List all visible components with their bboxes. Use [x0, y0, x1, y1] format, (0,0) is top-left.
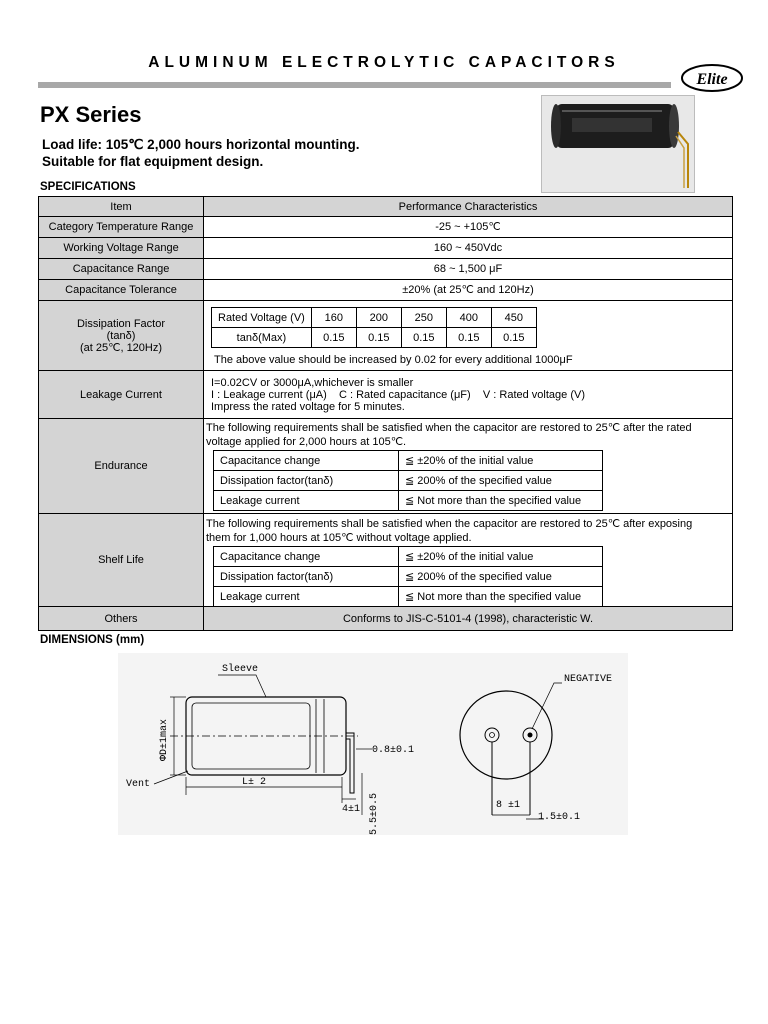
leakage-legend: I : Leakage current (μA) C : Rated capacitance (μF) V : Rated voltage (V) — [211, 389, 585, 401]
voltage-value: 400 — [446, 308, 491, 328]
table-border — [38, 196, 733, 631]
endurance-df-label: Dissipation factor(tanδ) — [214, 471, 399, 491]
endurance-desc-1: The following requirements shall be satisfied when the capacitor are restored to 25℃ after the rated — [206, 422, 692, 434]
item-voltage-range: Working Voltage Range — [39, 238, 203, 258]
row-divider — [38, 606, 733, 607]
row-divider — [38, 258, 733, 259]
tagline-load-life: Load life: 105℃ 2,000 hours horizontal mounting. — [42, 137, 360, 152]
endurance-leak-label: Leakage current — [214, 491, 399, 511]
endurance-cap-value: ≦ ±20% of the initial value — [399, 451, 603, 471]
tan-delta-value: 0.15 — [446, 328, 491, 348]
dissipation-condition: (at 25℃, 120Hz) — [79, 341, 163, 354]
value-capacitance-tolerance: ±20% (at 25℃ and 120Hz) — [402, 284, 534, 296]
value-voltage-range: 160 ~ 450Vdc — [433, 242, 503, 254]
shelf-cap-value: ≦ ±20% of the initial value — [399, 547, 603, 567]
tan-delta-value: 0.15 — [311, 328, 356, 348]
row-divider — [38, 216, 733, 217]
voltage-value: 160 — [311, 308, 356, 328]
dissipation-note: The above value should be increased by 0.02 for every additional 1000μF — [214, 354, 573, 366]
tan-delta-value: 0.15 — [356, 328, 401, 348]
shelf-df-value: ≦ 200% of the specified value — [399, 567, 603, 587]
series-title: PX Series — [40, 102, 142, 127]
lead-wire — [346, 733, 354, 793]
capacitor-photo — [541, 95, 695, 193]
row-divider — [38, 370, 733, 371]
document-header-title: ALUMINUM ELECTROLYTIC CAPACITORS — [148, 54, 620, 71]
specifications-table — [38, 196, 733, 631]
end-view-outline — [460, 691, 552, 779]
endurance-cap-label: Capacitance change — [214, 451, 399, 471]
row-divider — [38, 237, 733, 238]
elite-logo — [680, 62, 744, 94]
label-lead-diameter: 0.8±0.1 — [372, 745, 415, 756]
endurance-leak-value: ≦ Not more than the specified value — [399, 491, 603, 511]
item-capacitance-tolerance: Capacitance Tolerance — [39, 280, 203, 300]
item-endurance: Endurance — [39, 419, 203, 513]
label-negative: NEGATIVE — [564, 674, 613, 685]
label-pitch: 8 ±1 — [496, 800, 521, 811]
label-length: L± 2 — [242, 777, 267, 788]
tan-delta-value: 0.15 — [401, 328, 446, 348]
value-capacitance-range: 68 ~ 1,500 μF — [433, 263, 503, 275]
label-sleeve: Sleeve — [222, 664, 259, 675]
row-divider — [38, 418, 733, 419]
shelf-desc-1: The following requirements shall be satisfied when the capacitor are restored to 25℃ after exposing — [206, 518, 693, 530]
label-lead-length: 5.5±0.5 — [369, 792, 380, 835]
rated-voltage-label: Rated Voltage (V) — [212, 308, 312, 328]
dimensions-heading: DIMENSIONS (mm) — [40, 634, 145, 646]
header-rule — [38, 82, 671, 88]
tan-delta-value: 0.15 — [491, 328, 536, 348]
item-temperature-range: Category Temperature Range — [39, 217, 203, 237]
leakage-condition: Impress the rated voltage for 5 minutes. — [211, 401, 405, 413]
shelf-desc-2: them for 1,000 hours at 105℃ without voltage applied. — [206, 532, 472, 544]
tan-delta-label: tanδ(Max) — [212, 328, 312, 348]
shelf-cap-label: Capacitance change — [214, 547, 399, 567]
label-lead-protrusion: 4±1 — [342, 804, 361, 815]
row-divider — [38, 513, 733, 514]
item-capacitance-range: Capacitance Range — [39, 259, 203, 279]
dissipation-label: Dissipation Factor — [76, 317, 166, 330]
dimension-drawing — [118, 653, 628, 835]
item-shelf-life: Shelf Life — [39, 514, 203, 606]
tagline-flat-design: Suitable for flat equipment design. — [42, 154, 264, 169]
item-leakage-current: Leakage Current — [39, 371, 203, 418]
column-divider — [203, 196, 204, 631]
endurance-desc-2: voltage applied for 2,000 hours at 105℃. — [206, 436, 407, 448]
row-divider — [38, 300, 733, 301]
leakage-formula: I=0.02CV or 3000μA,whichever is smaller — [211, 377, 414, 389]
voltage-value: 250 — [401, 308, 446, 328]
label-diameter: ΦD±1max — [159, 718, 170, 761]
row-divider — [38, 279, 733, 280]
label-lead-width: 1.5±0.1 — [538, 812, 581, 823]
col-header-performance: Performance Characteristics — [204, 197, 732, 216]
value-temperature-range: -25 ~ +105℃ — [435, 221, 501, 233]
shelf-leak-label: Leakage current — [214, 587, 399, 607]
label-vent: Vent — [126, 779, 151, 790]
value-others: Conforms to JIS-C-5101-4 (1998), characteristic W. — [204, 607, 732, 630]
svg-text:Elite: Elite — [696, 71, 728, 88]
col-header-item: Item — [39, 197, 203, 216]
endurance-df-value: ≦ 200% of the specified value — [399, 471, 603, 491]
shelf-leak-value: ≦ Not more than the specified value — [399, 587, 603, 607]
voltage-value: 450 — [491, 308, 536, 328]
voltage-value: 200 — [356, 308, 401, 328]
item-others: Others — [39, 607, 203, 630]
shelf-df-label: Dissipation factor(tanδ) — [214, 567, 399, 587]
dissipation-tan-label: (tanδ) — [106, 329, 136, 342]
specifications-heading: SPECIFICATIONS — [40, 181, 136, 193]
